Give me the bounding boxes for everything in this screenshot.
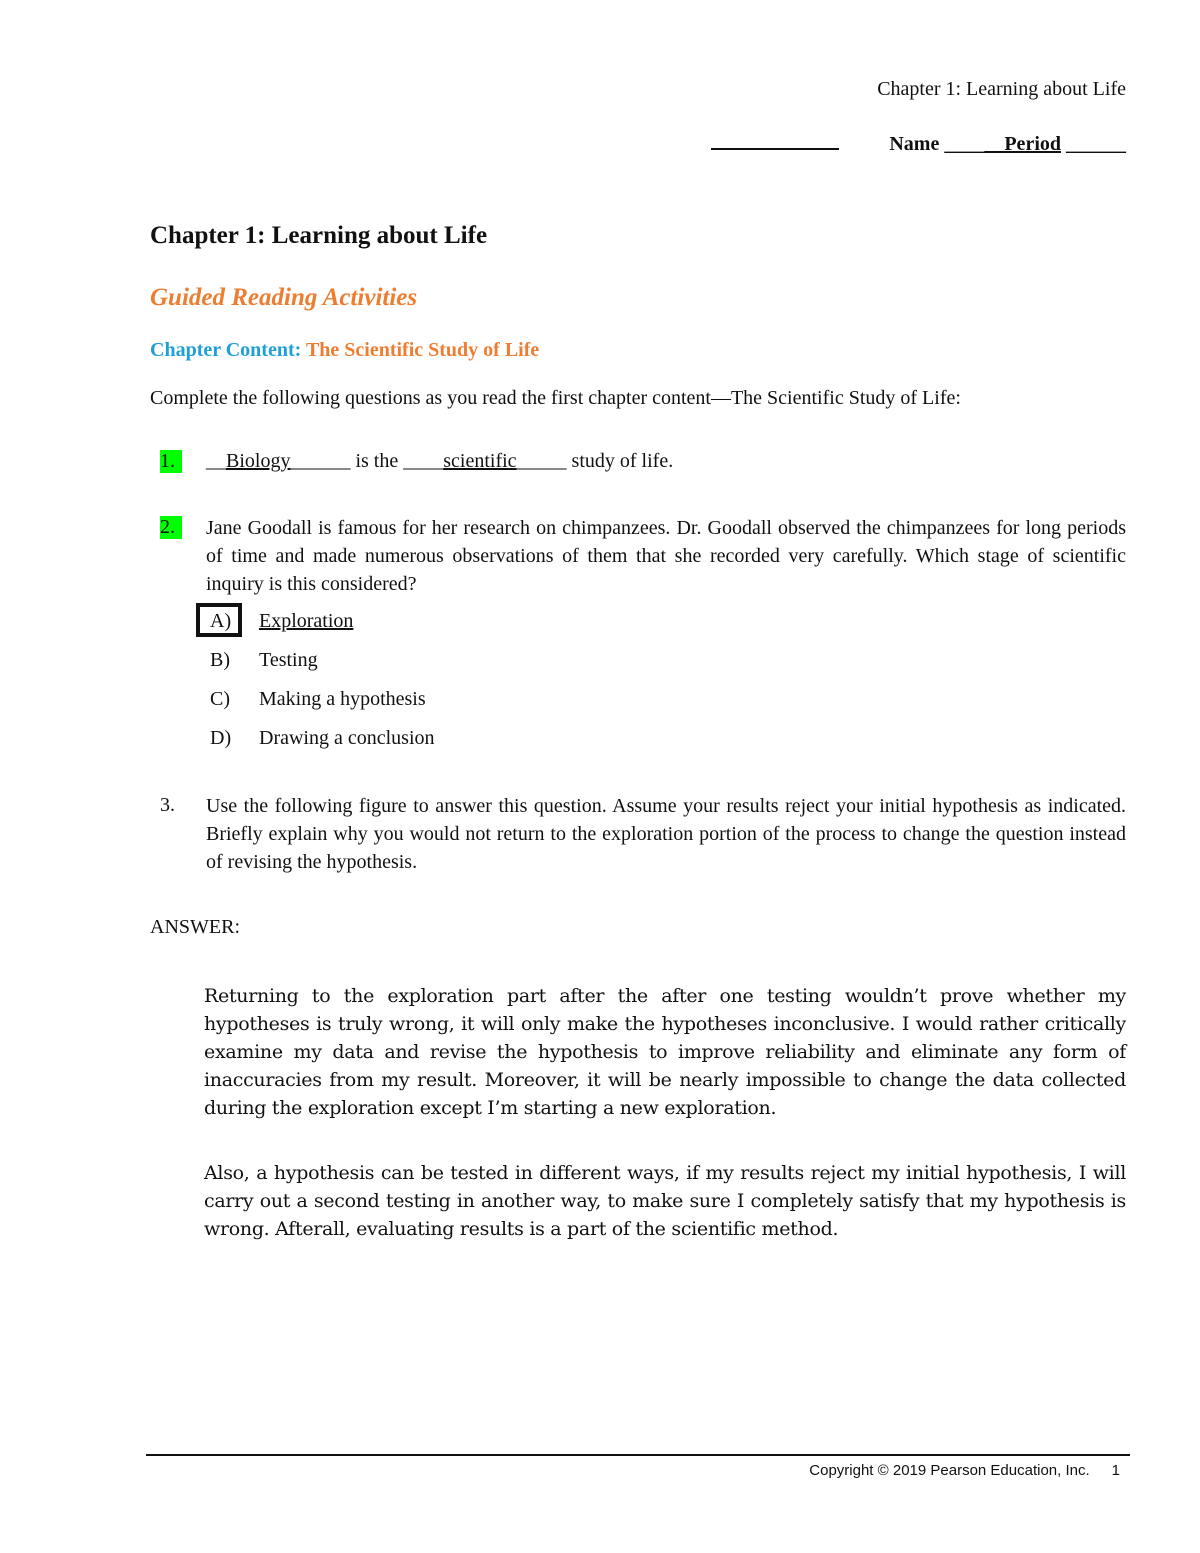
document-title: Chapter 1: Learning about Life — [150, 222, 488, 249]
period-blank: ______ — [1061, 133, 1126, 155]
answer-paragraph-1: Returning to the exploration part after the after one testing wouldn’t prove whether my hypotheses is truly wrong, it will only make the hypotheses inconclusive. I would rather critically examine my data and revise the hypothesis to improve reliability and eliminate any form of inaccuracies from my result. Moreover, it will be nearly impossible to change the data collected during the exploration except I’m starting a new exploration. — [204, 985, 1126, 1119]
question-3-text: Use the following figure to answer this question. Assume your results reject your initial hypothesis as indicated. Briefly explain why you would not return to the exploration portion of the process to change the question instead of revising the hypothesis. — [206, 795, 1126, 873]
footer — [809, 1462, 1120, 1479]
option-c-letter: C) — [210, 688, 230, 710]
running-header: Chapter 1: Learning about Life — [877, 78, 1126, 100]
option-d-text: Drawing a conclusion — [259, 727, 435, 749]
section-subtitle: Guided Reading Activities — [150, 284, 418, 311]
q1-answer-biology: Biology — [226, 450, 291, 472]
option-b-letter: B) — [210, 649, 230, 671]
chapter-content-heading — [150, 339, 539, 362]
blank-line — [711, 134, 839, 150]
answer-label: ANSWER: — [150, 916, 240, 938]
chapter-content-value: The Scientific Study of Life — [305, 339, 540, 361]
question-2-text: Jane Goodall is famous for her research on chimpanzees. Dr. Goodall observed the chimpanzees for long periods of time and made numerous observations of them that she recorded very carefully. Which stage of scientific inquiry is this considered? — [206, 517, 1126, 595]
footer-divider — [146, 1454, 1130, 1456]
option-a-letter: A) — [210, 610, 232, 632]
name-period-line — [711, 133, 1126, 156]
option-c-text: Making a hypothesis — [259, 688, 426, 710]
chapter-content-label: Chapter Content: — [150, 339, 302, 361]
q1-pre: __ — [206, 450, 226, 472]
name-label: Name ____ — [889, 133, 985, 155]
option-b-text: Testing — [259, 649, 318, 671]
page-number: 1 — [1111, 1462, 1120, 1479]
option-a-text: Exploration — [259, 610, 354, 632]
answer-paragraph-2: Also, a hypothesis can be tested in different ways, if my results reject my initial hypothesis, I will carry out a second testing in another way, to make sure I completely satisfy that my hypothesis is wrong. Afterall, evaluating results is a part of the scientific method. — [204, 1162, 1126, 1240]
q1-mid: ______ is the ____ — [290, 450, 444, 472]
question-number-1: 1. — [160, 450, 182, 473]
q1-answer-scientific: scientific — [443, 450, 517, 472]
copyright-text: Copyright © 2019 Pearson Education, Inc. — [809, 1462, 1090, 1479]
question-number-3: 3. — [160, 794, 175, 816]
name-value: __Period — [984, 133, 1061, 155]
option-d-letter: D) — [210, 727, 232, 749]
instructions: Complete the following questions as you read the first chapter content—The Scientific Study of Life: — [150, 387, 961, 409]
question-number-2: 2. — [160, 516, 182, 539]
q1-post: _____ study of life. — [516, 450, 674, 472]
question-1 — [206, 450, 673, 473]
